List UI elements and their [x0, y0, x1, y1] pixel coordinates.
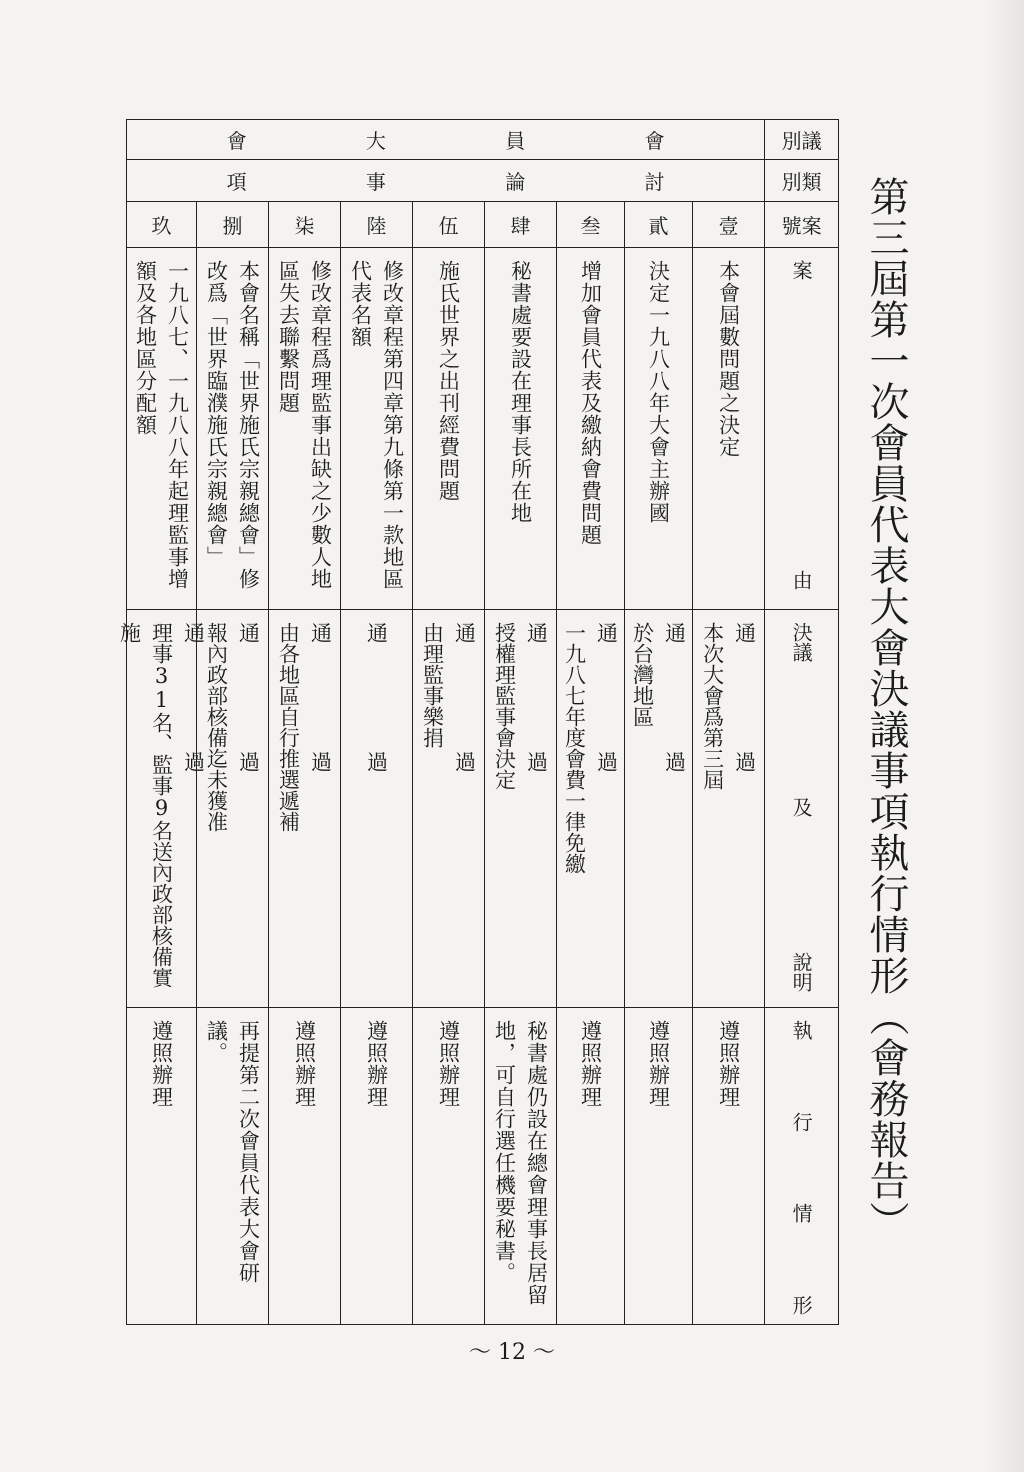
header-char: 項 [226, 170, 247, 194]
cause-label-cell [765, 248, 839, 610]
header-label-cell [765, 202, 839, 248]
resolution-cell [557, 610, 625, 1008]
pass-char: 過 [732, 751, 757, 772]
execution-text: 遵照辦理 [149, 1020, 174, 1108]
pass-char: 通 [308, 622, 333, 643]
resolution-note: 理事31名、監事9名送內政部核備實施 [117, 622, 174, 988]
execution-cell [625, 1008, 693, 1325]
header-label-cell [765, 120, 839, 160]
resolution-pass [233, 622, 265, 772]
item-number: 捌 [222, 214, 243, 238]
pass-char: 通 [452, 622, 477, 643]
pass-char: 過 [364, 751, 389, 772]
label-char: 執 [789, 1020, 814, 1040]
execution-cell [341, 1008, 413, 1325]
execution-label [787, 1020, 816, 1315]
item-number: 貳 [648, 214, 669, 238]
category-cell [127, 160, 765, 202]
resolution-cell [413, 610, 485, 1008]
item-number-cell [127, 202, 197, 248]
resolution-pass [305, 622, 337, 772]
execution-text: 遵照辦理 [292, 1020, 317, 1108]
cause-cell [197, 248, 269, 610]
item-number: 陸 [366, 214, 387, 238]
item-number: 玖 [151, 214, 172, 238]
item-number: 叁 [580, 214, 601, 238]
cause-cell [557, 248, 625, 610]
cause-text: 本會屆數問題之決定 [716, 260, 741, 458]
resolution-cell [269, 610, 341, 1008]
cause-text: 增加會員代表及繳納會費問題 [578, 260, 603, 546]
pass-char: 通 [236, 622, 261, 643]
resolution-table [117, 119, 839, 1325]
resolution-pass [361, 622, 393, 772]
cause-cell [413, 248, 485, 610]
resolution-cell [485, 610, 557, 1008]
pass-char: 過 [236, 751, 261, 772]
pass-char: 通 [662, 622, 687, 643]
header-label-cell [765, 160, 839, 202]
resolution-note: 由理監事樂捐 [420, 622, 445, 748]
cause-cell [485, 248, 557, 610]
meeting-name [127, 120, 764, 159]
row-execution [127, 1008, 839, 1325]
header-row-meeting [127, 120, 839, 160]
item-number-cell [413, 202, 485, 248]
label-char: 情 [789, 1203, 814, 1224]
header-char: 會 [644, 129, 665, 153]
pass-char: 通 [364, 622, 389, 643]
header-char: 論 [505, 170, 526, 194]
label-part: 說明 [789, 952, 814, 992]
resolution-cell [197, 610, 269, 1008]
resolution-pass [521, 622, 553, 772]
page-number: ～ 12 ～ [469, 1340, 555, 1365]
resolution-cell [693, 610, 765, 1008]
row-resolution [127, 610, 839, 1008]
pass-char: 過 [452, 751, 477, 772]
pass-char: 通 [732, 622, 757, 643]
cause-cell [127, 248, 197, 610]
resolution-label-cell [765, 610, 839, 1008]
page-title: 第三屆第一次會員代表大會決議事項執行情形（會務報告） [863, 176, 909, 1242]
cause-text: 秘書處要設在理事長所在地 [508, 260, 533, 524]
pass-char: 過 [594, 751, 619, 772]
resolution-note: 本次大會爲第三屆 [700, 622, 725, 790]
resolution-note: 於台灣地區 [630, 622, 655, 727]
resolution-note: 一九八七年度會費一律免繳 [562, 622, 587, 874]
execution-text: 遵照辦理 [716, 1020, 741, 1108]
execution-text: 遵照辦理 [578, 1020, 603, 1108]
item-number: 柒 [294, 214, 315, 238]
resolution-label [787, 622, 816, 992]
execution-text: 遵照辦理 [436, 1020, 461, 1108]
resolution-pass [449, 622, 481, 772]
item-number-cell [269, 202, 341, 248]
pass-char: 通 [181, 622, 206, 643]
item-number-cell [341, 202, 413, 248]
execution-cell [557, 1008, 625, 1325]
header-char: 事 [365, 170, 386, 194]
row3-label: 號案 [781, 214, 822, 238]
header-row-numbers [127, 202, 839, 248]
header-char: 員 [505, 129, 526, 153]
cause-cell [625, 248, 693, 610]
item-number-cell [693, 202, 765, 248]
pass-char: 過 [524, 751, 549, 772]
cause-text: 施氏世界之出刊經費問題 [436, 260, 461, 502]
cause-cell [693, 248, 765, 610]
cause-label [787, 260, 816, 590]
label-part: 及 [789, 797, 814, 817]
resolution-pass [729, 622, 761, 772]
pass-char: 通 [594, 622, 619, 643]
execution-cell [485, 1008, 557, 1325]
execution-text: 遵照辦理 [646, 1020, 671, 1108]
category-name [127, 160, 764, 201]
row1-label: 別議 [781, 129, 822, 153]
resolution-cell [625, 610, 693, 1008]
row2-label: 別類 [781, 170, 822, 194]
resolution-cell [341, 610, 413, 1008]
execution-text: 秘書處仍設在總會理事長居留地，可自行選任機要秘書。 [492, 1020, 549, 1306]
resolution-note: 授權理監事會決定 [492, 622, 517, 790]
cause-text: 決定一九八八年大會主辦國 [646, 260, 671, 524]
item-number-cell [485, 202, 557, 248]
header-row-category [127, 160, 839, 202]
cause-text: 修改章程爲理監事出缺之少數人地區失去聯繫問題 [276, 260, 333, 590]
execution-cell [413, 1008, 485, 1325]
resolution-pass [659, 622, 691, 772]
header-char: 討 [644, 170, 665, 194]
pass-char: 過 [181, 751, 206, 772]
cause-cell [269, 248, 341, 610]
cause-cell [341, 248, 413, 610]
cause-text: 本會名稱「世界施氏宗親總會」修改爲「世界臨濮施氏宗親總會」 [204, 260, 261, 590]
pass-char: 過 [662, 751, 687, 772]
header-char: 大 [365, 129, 386, 153]
execution-cell [197, 1008, 269, 1325]
execution-cell [693, 1008, 765, 1325]
meeting-name-cell [127, 120, 765, 160]
resolution-pass [591, 622, 623, 772]
label-char: 案 [789, 260, 814, 280]
row-cause [127, 248, 839, 610]
item-number-cell [197, 202, 269, 248]
item-number: 伍 [438, 214, 459, 238]
execution-cell [127, 1008, 197, 1325]
item-number: 肆 [510, 214, 531, 238]
resolution-cell [117, 610, 206, 1008]
execution-label-cell [765, 1008, 839, 1325]
item-number: 壹 [718, 214, 739, 238]
label-char: 行 [789, 1111, 814, 1132]
label-char: 形 [789, 1294, 814, 1315]
resolution-note: 由各地區自行推選遞補 [276, 622, 301, 832]
paper-edge-shadow [984, 0, 1024, 1472]
pass-char: 過 [308, 751, 333, 772]
execution-text: 遵照辦理 [364, 1020, 389, 1108]
item-number-cell [625, 202, 693, 248]
execution-cell [269, 1008, 341, 1325]
pass-char: 通 [524, 622, 549, 643]
header-char: 會 [226, 129, 247, 153]
item-number-cell [557, 202, 625, 248]
cause-text: 修改章程第四章第九條第一款地區代表名額 [348, 260, 405, 590]
label-char: 由 [789, 570, 814, 590]
resolution-note: 報內政部核備迄未獲准 [204, 622, 229, 832]
cause-text: 一九八七、一九八八年起理監事增額及各地區分配額 [133, 260, 190, 590]
execution-text: 再提第二次會員代表大會研議。 [204, 1020, 261, 1284]
label-part: 決議 [789, 622, 814, 662]
